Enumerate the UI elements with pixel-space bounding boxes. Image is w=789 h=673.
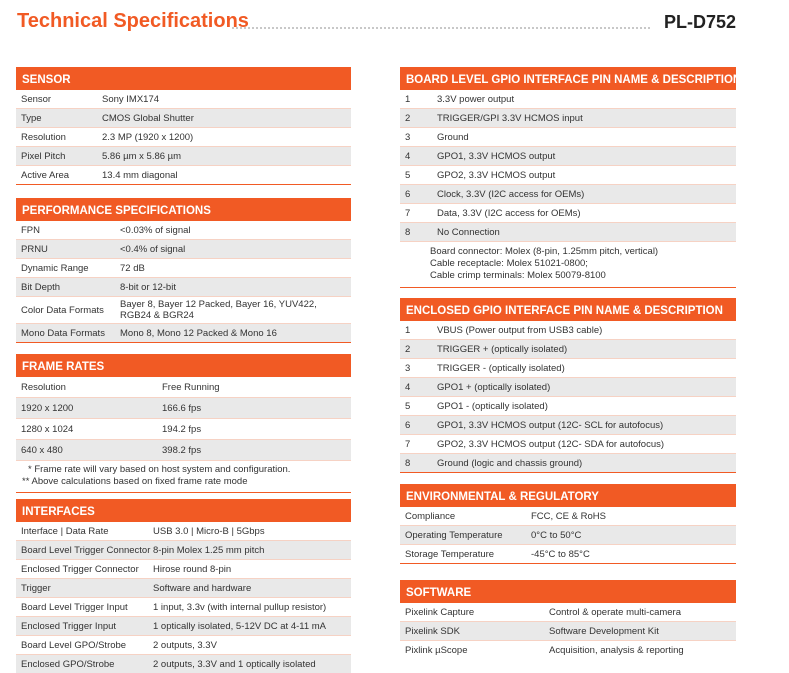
pin-description: Data, 3.3V (I2C access for OEMs) [437,207,581,219]
pin-description: Ground [437,131,469,143]
row-label: Pixelink Capture [405,606,475,618]
table-row [16,377,351,398]
table-row [400,454,736,472]
row-value: -45°C to 85°C [531,548,590,560]
pin-number: 5 [405,400,411,412]
table-row [16,324,351,342]
row-value: Control & operate multi-camera [549,606,681,618]
section-heading: SENSOR [16,67,351,90]
row-value: <0.03% of signal [120,224,191,236]
table-row [16,147,351,166]
row-label: 1280 x 1024 [21,423,74,435]
row-label: Interface | Data Rate [21,525,109,537]
row-value: 194.2 fps [162,423,202,435]
row-value: 8-bit or 12-bit [120,281,176,293]
row-label: Enclosed GPO/Strobe [21,658,115,670]
table-row [400,147,736,166]
table-row [16,398,351,419]
row-value: 0°C to 50°C [531,529,582,541]
pin-number: 8 [405,226,411,238]
table-row [400,90,736,109]
row-value: 2 outputs, 3.3V [153,639,217,651]
row-value: FCC, CE & RoHS [531,510,606,522]
performance-section [16,198,351,343]
table-row [400,321,736,340]
note-line: Board connector: Molex (8-pin, 1.25mm pitch, vertical) [430,246,659,257]
row-label: PRNU [21,243,48,255]
row-label: 640 x 480 [21,444,63,456]
row-label: Board Level Trigger Connector [21,544,151,556]
table-row [400,185,736,204]
table-row [16,419,351,440]
pin-number: 7 [405,207,411,219]
pin-description: TRIGGER/GPI 3.3V HCMOS input [437,112,583,124]
environmental-section [400,484,736,564]
row-value: Bayer 8, Bayer 12 Packed, Bayer 16, YUV422, RGB24 & BGR24 [120,299,317,321]
row-label: Pixelink SDK [405,625,460,637]
table-row [16,655,351,673]
pin-description: TRIGGER - (optically isolated) [437,362,565,374]
table-row [16,579,351,598]
row-label: Storage Temperature [405,548,495,560]
row-label: Operating Temperature [405,529,503,541]
table-row [400,204,736,223]
pin-number: 1 [405,93,411,105]
pin-description: GPO1 + (optically isolated) [437,381,551,393]
table-row [16,109,351,128]
pin-description: Ground (logic and chassis ground) [437,457,583,469]
section-heading: ENCLOSED GPIO INTERFACE PIN NAME & DESCRIPTION [400,298,736,321]
table-row [400,526,736,545]
pin-number: 2 [405,112,411,124]
row-value: 166.6 fps [162,402,202,414]
row-label: Bit Depth [21,281,61,293]
section-heading: ENVIRONMENTAL & REGULATORY [400,484,736,507]
row-value: 8-pin Molex 1.25 mm pitch [153,544,265,556]
row-label: Sensor [21,93,52,105]
table-row [400,603,736,622]
footnote-line: * Frame rate will vary based on host system and configuration. [28,464,291,475]
frame-rates-footnote [16,461,351,492]
pin-description: No Connection [437,226,500,238]
table-row [16,560,351,579]
row-value: Software and hardware [153,582,252,594]
row-label: Compliance [405,510,456,522]
row-label: Enclosed Trigger Connector [21,563,139,575]
pin-number: 4 [405,150,411,162]
pin-description: GPO2, 3.3V HCMOS output (12C- SDA for autofocus) [437,438,665,450]
table-row [16,240,351,259]
row-value: <0.4% of signal [120,243,186,255]
pin-number: 5 [405,169,411,181]
table-row [400,507,736,526]
row-value: 1 optically isolated, 5-12V DC at 4-11 mA [153,620,327,632]
pin-number: 6 [405,188,411,200]
section-heading: FRAME RATES [16,354,351,377]
table-row [16,297,351,324]
pin-number: 7 [405,438,411,450]
row-label: Pixel Pitch [21,150,66,162]
footnote-line: ** Above calculations based on fixed frame rate mode [22,476,248,487]
row-label: Board Level Trigger Input [21,601,128,613]
row-value: Acquisition, analysis & reporting [549,644,684,656]
table-row [16,598,351,617]
row-value: CMOS Global Shutter [102,112,194,124]
table-row [400,416,736,435]
table-row [400,545,736,563]
pin-description: GPO2, 3.3V HCMOS output [437,169,556,181]
table-row [400,397,736,416]
row-value: 2.3 MP (1920 x 1200) [102,131,194,143]
row-value: 5.86 µm x 5.86 µm [102,150,182,162]
section-heading: SOFTWARE [400,580,736,603]
row-value: 2 outputs, 3.3V and 1 optically isolated [153,658,316,670]
pin-number: 4 [405,381,411,393]
row-value: 13.4 mm diagonal [102,169,178,181]
row-value: 398.2 fps [162,444,202,456]
section-heading: PERFORMANCE SPECIFICATIONS [16,198,351,221]
pin-description: GPO1, 3.3V HCMOS output (12C- SCL for autofocus) [437,419,664,431]
note-line: Cable receptacle: Molex 51021-0800; [430,258,588,269]
pin-number: 3 [405,362,411,374]
table-row [16,259,351,278]
table-row [400,166,736,185]
sensor-section [16,67,351,185]
pin-number: 2 [405,343,411,355]
table-row [16,90,351,109]
row-label: Dynamic Range [21,262,89,274]
interfaces-section [16,499,351,670]
table-row [400,641,736,659]
page-title: Technical Specifications [17,10,249,32]
pin-description: GPO1, 3.3V HCMOS output [437,150,556,162]
row-value: Free Running [162,381,220,393]
section-heading: INTERFACES [16,499,351,522]
row-label: Mono Data Formats [21,327,105,339]
pin-description: TRIGGER + (optically isolated) [437,343,568,355]
row-value: Sony IMX174 [102,93,160,105]
table-row [400,128,736,147]
row-value: Hirose round 8-pin [153,563,232,575]
row-label: Resolution [21,381,66,393]
software-section [400,580,736,662]
pin-number: 8 [405,457,411,469]
table-row [16,541,351,560]
table-row [400,109,736,128]
table-row [16,221,351,240]
table-row [400,359,736,378]
table-row [16,617,351,636]
row-label: FPN [21,224,40,236]
row-label: Board Level GPO/Strobe [21,639,127,651]
model-number: PL-D752 [663,12,736,32]
row-label: Active Area [21,169,70,181]
table-row [16,636,351,655]
row-label: Pixlink µScope [405,644,468,656]
table-row [16,278,351,297]
table-row [400,622,736,641]
row-value: 1 input, 3.3v (with internal pullup resistor) [153,601,327,613]
table-row [400,340,736,359]
row-value: USB 3.0 | Micro-B | 5Gbps [153,525,265,537]
table-row [16,166,351,184]
pin-number: 3 [405,131,411,143]
row-label: 1920 x 1200 [21,402,74,414]
table-row [16,440,351,461]
pin-description: Clock, 3.3V (I2C access for OEMs) [437,188,585,200]
row-label: Resolution [21,131,66,143]
row-label: Enclosed Trigger Input [21,620,117,632]
connector-note [400,242,736,287]
row-label: Trigger [21,582,51,594]
row-value: Mono 8, Mono 12 Packed & Mono 16 [120,327,277,339]
pin-description: VBUS (Power output from USB3 cable) [437,324,603,336]
enclosed-gpio-section [400,298,736,473]
board-gpio-section [400,67,742,288]
pin-number: 1 [405,324,411,336]
title-dotted-leader [232,27,650,29]
table-row [400,435,736,454]
table-row [16,522,351,541]
section-heading: BOARD LEVEL GPIO INTERFACE PIN NAME & DESCRIPTION [400,67,736,90]
row-value: Software Development Kit [549,625,659,637]
frame-rates-section [16,354,351,493]
row-label: Color Data Formats [21,304,104,316]
table-row [16,128,351,147]
pin-description: 3.3V power output [437,93,515,105]
row-value: 72 dB [120,262,145,274]
pin-description: GPO1 - (optically isolated) [437,400,548,412]
row-label: Type [21,112,42,124]
pin-number: 6 [405,419,411,431]
note-line: Cable crimp terminals: Molex 50079-8100 [430,270,606,281]
table-row [400,378,736,397]
table-row [400,223,736,242]
